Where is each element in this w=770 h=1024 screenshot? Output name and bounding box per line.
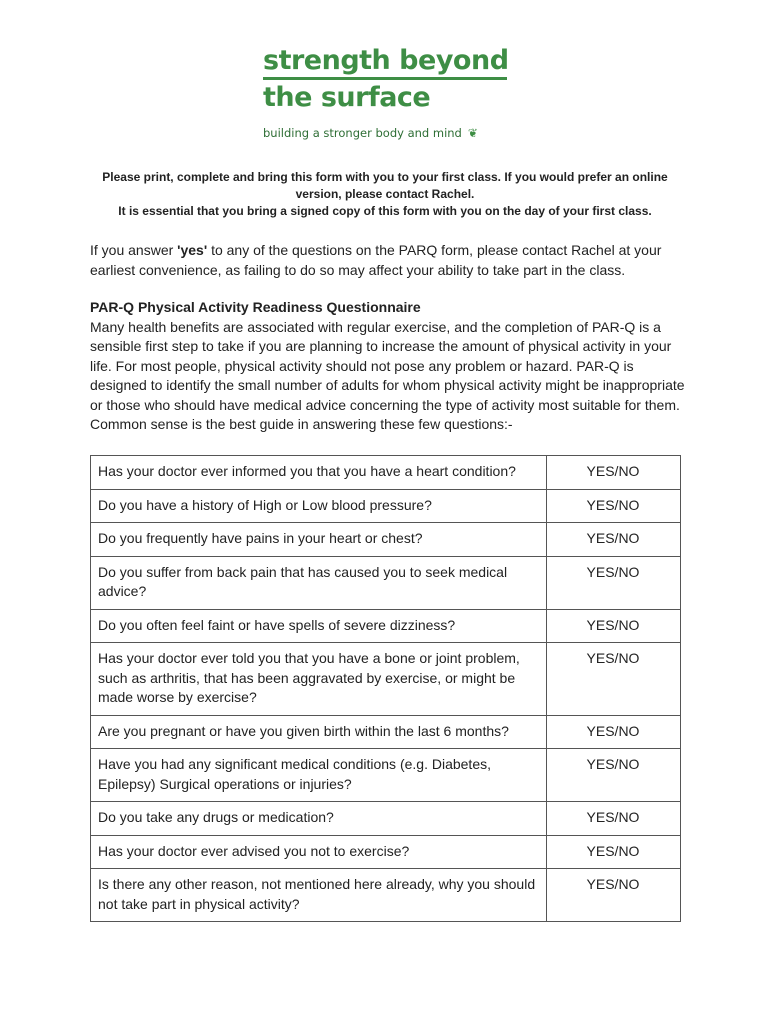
table-row bbox=[91, 749, 681, 802]
instructions-line-1: Please print, complete and bring this form with you to your first class. If you would prefer an online version, please contact Rachel. bbox=[102, 170, 668, 201]
questionnaire-intro bbox=[90, 298, 690, 435]
questionnaire-description: Many health benefits are associated with regular exercise, and the completion of PAR-Q is a sensible first step to take if you are planning to increase the amount of physical activity in your life. For most people, physical activity should not pose any problem or hazard. PAR-Q is designed to identify the small number of adults for whom physical activity might be inappropriate or those who should have medical advice concerning the type of activity most suitable for them. Common sense is the best guide in answering these few questions:- bbox=[90, 318, 685, 432]
logo-tagline bbox=[263, 126, 523, 140]
table-row bbox=[91, 609, 681, 643]
logo-tagline-text: building a stronger body and mind bbox=[263, 126, 462, 140]
logo-divider bbox=[263, 77, 507, 80]
form-instructions bbox=[90, 169, 680, 220]
table-row bbox=[91, 869, 681, 922]
answer-cell[interactable]: YES/NO bbox=[547, 749, 681, 802]
answer-cell[interactable]: YES/NO bbox=[547, 802, 681, 836]
notice-text-after: to any of the questions on the PARQ form, please contact Rachel at your earliest convenience, as failing to do so may affect your ability to take part in the class. bbox=[90, 242, 662, 278]
table-row bbox=[91, 456, 681, 490]
leaf-icon: ❦ bbox=[467, 126, 478, 140]
table-row bbox=[91, 802, 681, 836]
table-row bbox=[91, 643, 681, 716]
table-row bbox=[91, 556, 681, 609]
table-row bbox=[91, 489, 681, 523]
question-cell: Do you frequently have pains in your heart or chest? bbox=[91, 523, 547, 557]
answer-cell[interactable]: YES/NO bbox=[547, 715, 681, 749]
question-cell: Do you suffer from back pain that has caused you to seek medical advice? bbox=[91, 556, 547, 609]
answer-cell[interactable]: YES/NO bbox=[547, 869, 681, 922]
answer-cell[interactable]: YES/NO bbox=[547, 456, 681, 490]
parq-questions-table bbox=[90, 455, 681, 922]
notice-text-before: If you answer bbox=[90, 242, 178, 258]
logo-line-1: strength beyond bbox=[263, 45, 509, 76]
question-cell: Do you have a history of High or Low blood pressure? bbox=[91, 489, 547, 523]
answer-cell[interactable]: YES/NO bbox=[547, 523, 681, 557]
yes-answer-notice bbox=[90, 241, 690, 280]
question-cell: Has your doctor ever advised you not to exercise? bbox=[91, 835, 547, 869]
question-cell: Has your doctor ever told you that you have a bone or joint problem, such as arthritis, that has been aggravated by exercise, or might be made worse by exercise? bbox=[91, 643, 547, 716]
question-cell: Is there any other reason, not mentioned here already, why you should not take part in physical activity? bbox=[91, 869, 547, 922]
questionnaire-title: PAR-Q Physical Activity Readiness Questionnaire bbox=[90, 299, 421, 315]
answer-cell[interactable]: YES/NO bbox=[547, 489, 681, 523]
instructions-line-2: It is essential that you bring a signed copy of this form with you on the day of your first class. bbox=[118, 204, 652, 218]
table-row bbox=[91, 715, 681, 749]
logo-line-2: the surface bbox=[263, 82, 431, 113]
answer-cell[interactable]: YES/NO bbox=[547, 835, 681, 869]
table-row bbox=[91, 523, 681, 557]
answer-cell[interactable]: YES/NO bbox=[547, 643, 681, 716]
answer-cell[interactable]: YES/NO bbox=[547, 609, 681, 643]
question-cell: Are you pregnant or have you given birth within the last 6 months? bbox=[91, 715, 547, 749]
question-cell: Have you had any significant medical conditions (e.g. Diabetes, Epilepsy) Surgical operations or injuries? bbox=[91, 749, 547, 802]
table-row bbox=[91, 835, 681, 869]
question-cell: Do you often feel faint or have spells of severe dizziness? bbox=[91, 609, 547, 643]
notice-emphasis: 'yes' bbox=[177, 242, 208, 258]
brand-logo bbox=[263, 44, 523, 140]
answer-cell[interactable]: YES/NO bbox=[547, 556, 681, 609]
question-cell: Do you take any drugs or medication? bbox=[91, 802, 547, 836]
question-cell: Has your doctor ever informed you that you have a heart condition? bbox=[91, 456, 547, 490]
